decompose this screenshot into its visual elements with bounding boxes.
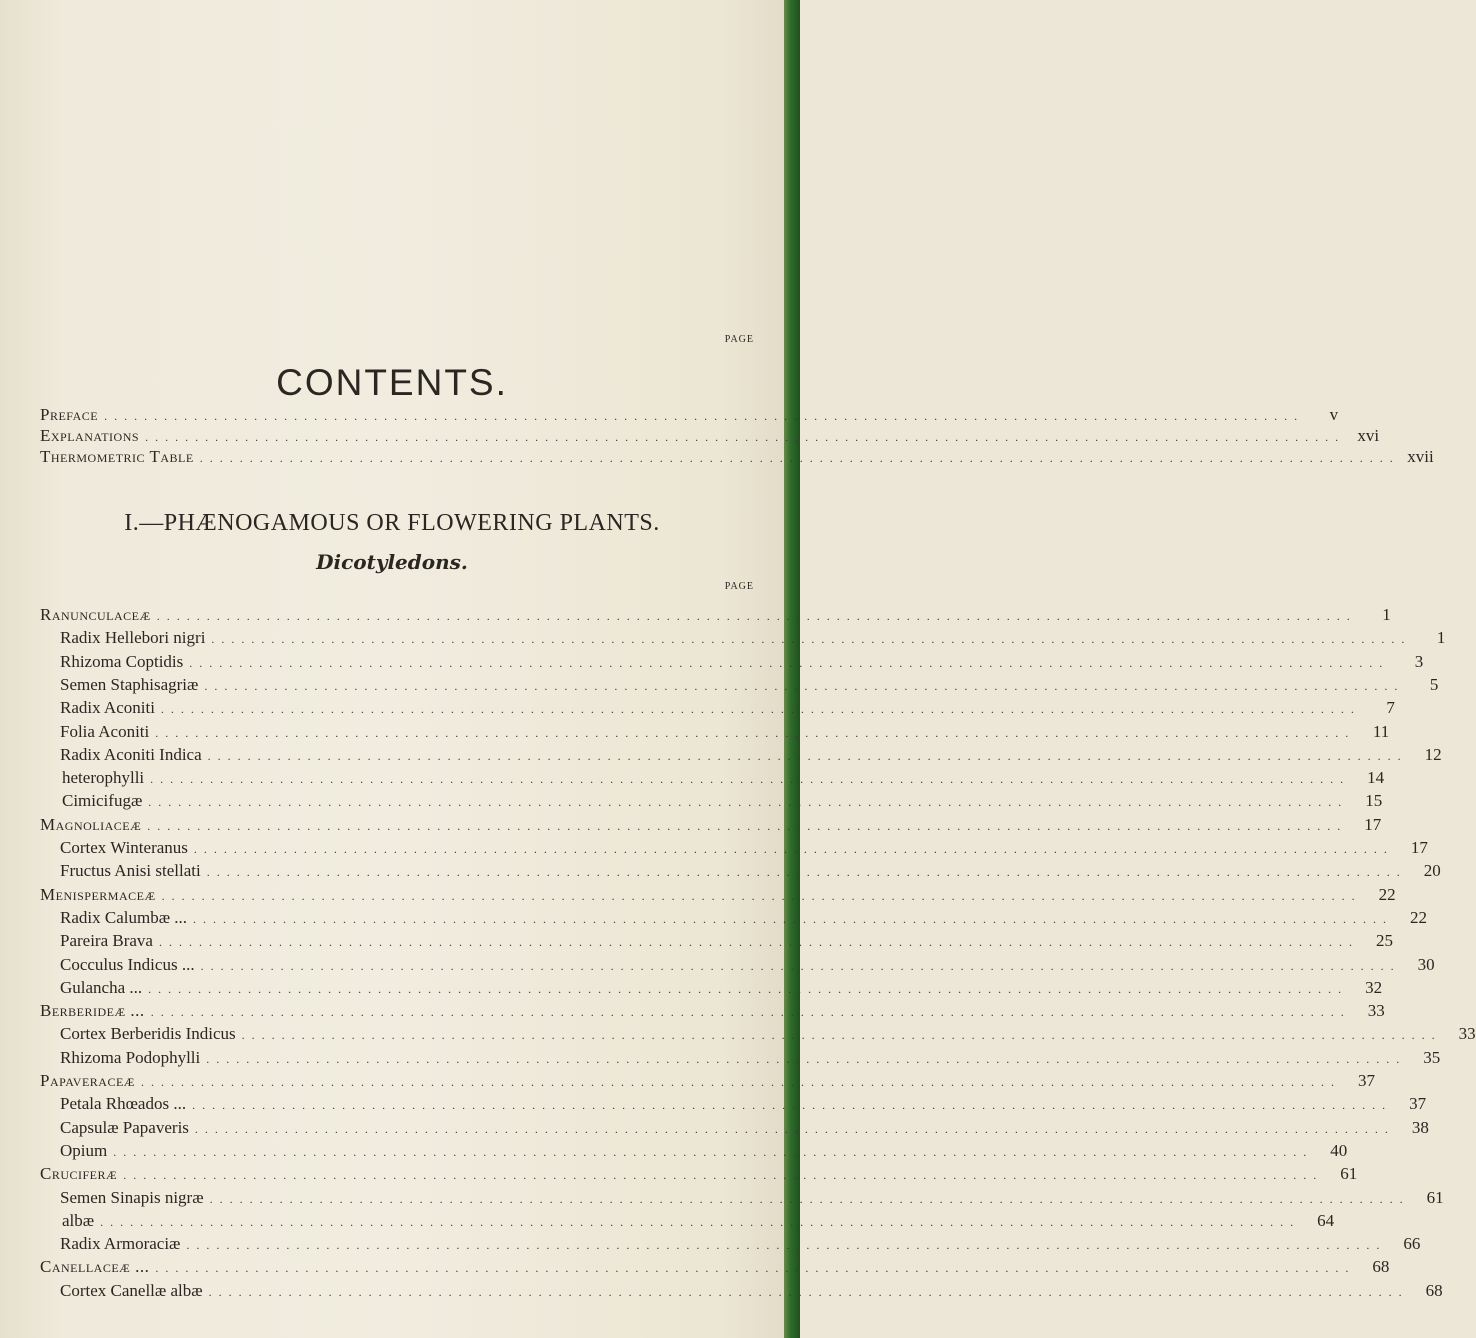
toc-entry [60, 977, 1383, 999]
toc-entry-page: 68 [1425, 1280, 1443, 1300]
toc-entry-page: 15 [1365, 791, 1383, 811]
toc-entry [60, 1280, 1443, 1302]
toc-entry-page: 22 [1410, 907, 1428, 927]
toc-entry-label: Preface [40, 405, 99, 424]
toc-entry-label: Radix Calumbæ ... [60, 907, 188, 927]
toc-entry [60, 721, 1390, 743]
toc-entry-page: 7 [1386, 698, 1395, 718]
toc-entry [60, 790, 1383, 812]
toc-entry-page: 30 [1417, 954, 1435, 974]
toc-entry-page: 38 [1411, 1117, 1429, 1137]
toc-entry [60, 954, 1435, 976]
toc-entry-page: 37 [1357, 1071, 1375, 1090]
toc-entry-page: 3 [1414, 651, 1424, 671]
toc-entry [40, 884, 1396, 906]
toc-entry [60, 1210, 1335, 1232]
leader-dots: ........................................................................................................................ [211, 632, 1412, 647]
leader-dots: ........................................................................................................................ [147, 818, 1348, 833]
toc-entry-label: Cortex Berberidis Indicus [60, 1024, 236, 1044]
toc-entry-page: 5 [1429, 674, 1439, 694]
toc-entry-label: Fructus Anisi stellati [60, 861, 201, 881]
toc-entry-page: 1 [1382, 605, 1391, 624]
toc-entry-label: Semen Staphisagriæ [60, 674, 199, 694]
leader-dots: ........................................................................................................................ [209, 1191, 1410, 1206]
toc-entry-page: 33 [1367, 1001, 1385, 1021]
toc-entry-page: 14 [1367, 768, 1385, 788]
leader-dots: ........................................................................................................................ [204, 678, 1405, 693]
toc-entry-label: Rhizoma Coptidis [60, 651, 184, 671]
toc-entry-label: Berberideæ ... [40, 1001, 145, 1021]
leader-dots: ........................................................................................................................ [155, 725, 1356, 740]
toc-entry [60, 1047, 1441, 1069]
leader-dots: ........................................................................................................................ [241, 1028, 1442, 1043]
toc-entry [40, 604, 1391, 626]
toc-entry-label: Cocculus Indicus ... [60, 954, 195, 974]
toc-entry-label: Radix Aconiti Indica [60, 744, 202, 764]
toc-entry-page: 35 [1423, 1047, 1441, 1067]
toc-entry [40, 814, 1382, 836]
toc-entry-page: 64 [1317, 1210, 1335, 1230]
toc-entry [60, 1187, 1444, 1209]
leader-dots: ........................................................................................................................ [158, 935, 1359, 950]
toc-entry-label: heterophylli [62, 768, 145, 788]
toc-entry-label: Thermometric Table [40, 447, 194, 466]
toc-entry-page: 33 [1458, 1024, 1476, 1044]
leader-dots: ........................................................................................................................ [140, 1075, 1341, 1089]
toc-entry [40, 1163, 1358, 1185]
toc-entry-label: Capsulæ Papaveris [60, 1117, 189, 1137]
toc-entry-label: Radix Aconiti [60, 698, 155, 718]
toc-entry-page: 1 [1436, 628, 1446, 648]
leader-dots: ........................................................................................................................ [104, 409, 1305, 423]
toc-entry-label: Folia Aconiti [60, 721, 150, 741]
toc-entry [40, 446, 1434, 468]
toc-entry [60, 1140, 1348, 1162]
toc-entry-label: Papaveraceæ [40, 1071, 135, 1090]
toc-entry [60, 930, 1393, 952]
toc-entry-page: v [1329, 405, 1339, 424]
toc-entry-label: Canellaceæ ... [40, 1257, 150, 1277]
leader-dots: ........................................................................................................................ [150, 772, 1351, 787]
leader-dots: ........................................................................................................................ [199, 451, 1400, 465]
toc-entry [40, 1000, 1385, 1022]
toc-entry-page: 11 [1372, 721, 1390, 741]
toc-entry-label: Gulancha ... [60, 977, 143, 997]
toc-entry [60, 1117, 1429, 1139]
section-subtitle: Dicotyledons. [316, 550, 468, 574]
leader-dots: ........................................................................................................................ [113, 1144, 1314, 1159]
toc-entry [60, 627, 1446, 649]
toc-entry-label: Semen Sinapis nigræ [60, 1187, 204, 1207]
toc-entry [40, 404, 1339, 426]
toc-entry-label: Menispermaceæ [40, 884, 156, 904]
toc-entry-label: albæ [62, 1210, 95, 1230]
toc-entry-page: 22 [1378, 884, 1396, 904]
toc-entry [60, 907, 1428, 929]
toc-entry [60, 860, 1441, 882]
toc-entry [60, 1093, 1427, 1115]
page-column-header-front: PAGE [724, 334, 754, 345]
toc-entry-label: Cruciferæ [40, 1164, 118, 1184]
toc-entry [60, 697, 1395, 719]
toc-entry [40, 425, 1380, 447]
toc-entry-page: 61 [1426, 1187, 1444, 1207]
toc-entry [60, 651, 1424, 673]
toc-entry-page: 20 [1423, 861, 1441, 881]
leader-dots: ........................................................................................................................ [206, 865, 1407, 880]
toc-entry-label: Radix Hellebori nigri [60, 628, 206, 648]
toc-entry-label: Cimicifugæ [62, 791, 143, 811]
toc-entry-page: 68 [1372, 1257, 1390, 1277]
leader-dots: ........................................................................................................................ [150, 1005, 1351, 1020]
leader-dots: ........................................................................................................................ [156, 609, 1357, 623]
toc-entry-page: 17 [1410, 838, 1428, 857]
leader-dots: ........................................................................................................................ [200, 958, 1401, 973]
toc-entry-page: 25 [1375, 931, 1393, 951]
toc-entry [60, 837, 1428, 859]
toc-entry [40, 1070, 1375, 1092]
toc-entry-label: Cortex Canellæ albæ [60, 1280, 203, 1300]
toc-entry-page: 37 [1409, 1094, 1427, 1114]
toc-entry-label: Petala Rhœados ... [60, 1094, 187, 1114]
leader-dots: ........................................................................................................................ [148, 795, 1349, 810]
page-title: CONTENTS. [276, 362, 508, 403]
toc-entry [60, 767, 1385, 789]
leader-dots: ........................................................................................................................ [160, 702, 1361, 717]
toc-entry [60, 744, 1442, 766]
toc-entry-page: 61 [1340, 1164, 1358, 1184]
toc-entry-label: Opium [60, 1140, 108, 1160]
toc-entry-label: Rhizoma Podophylli [60, 1047, 201, 1067]
toc-entry-page: xvi [1357, 426, 1380, 445]
leader-dots: ........................................................................................................................ [145, 430, 1346, 444]
toc-entry [60, 1233, 1421, 1255]
toc-entry [40, 1256, 1390, 1278]
leader-dots: ........................................................................................................................ [123, 1168, 1324, 1183]
leader-dots: ........................................................................................................................ [192, 1098, 1393, 1113]
leader-dots: ........................................................................................................................ [206, 1051, 1407, 1066]
section-title: I.—PHÆNOGAMOUS OR FLOWERING PLANTS. [124, 510, 660, 536]
leader-dots: ........................................................................................................................ [193, 842, 1394, 856]
toc-entry-label: Radix Armoraciæ [60, 1234, 181, 1254]
toc-entry-page: 17 [1364, 814, 1382, 834]
leader-dots: ........................................................................................................................ [148, 981, 1349, 996]
leader-dots: ........................................................................................................................ [193, 911, 1394, 926]
toc-entry-page: 12 [1424, 744, 1442, 764]
toc-entry-label: Pareira Brava [60, 931, 153, 951]
toc-entry [60, 674, 1439, 696]
toc-entry-label: Explanations [40, 426, 140, 445]
toc-entry-page: xvii [1407, 447, 1434, 466]
leader-dots: ........................................................................................................................ [207, 748, 1408, 763]
toc-entry-label: Ranunculaceæ [40, 605, 151, 624]
leader-dots: ........................................................................................................................ [161, 888, 1362, 903]
leader-dots: ........................................................................................................................ [194, 1121, 1395, 1136]
toc-entry [60, 1023, 1476, 1045]
toc-entry-label: Cortex Winteranus [60, 838, 188, 857]
toc-entry-page: 66 [1403, 1234, 1421, 1254]
toc-entry-page: 32 [1365, 977, 1383, 997]
leader-dots: ........................................................................................................................ [100, 1214, 1301, 1229]
page-column-header-main: PAGE [724, 581, 754, 592]
leader-dots: ........................................................................................................................ [208, 1284, 1409, 1299]
leader-dots: ........................................................................................................................ [186, 1238, 1387, 1253]
toc-entry-label: Magnoliaceæ [40, 814, 142, 834]
leader-dots: ........................................................................................................................ [189, 655, 1390, 670]
leader-dots: ........................................................................................................................ [155, 1261, 1356, 1276]
toc-entry-page: 40 [1330, 1140, 1348, 1160]
